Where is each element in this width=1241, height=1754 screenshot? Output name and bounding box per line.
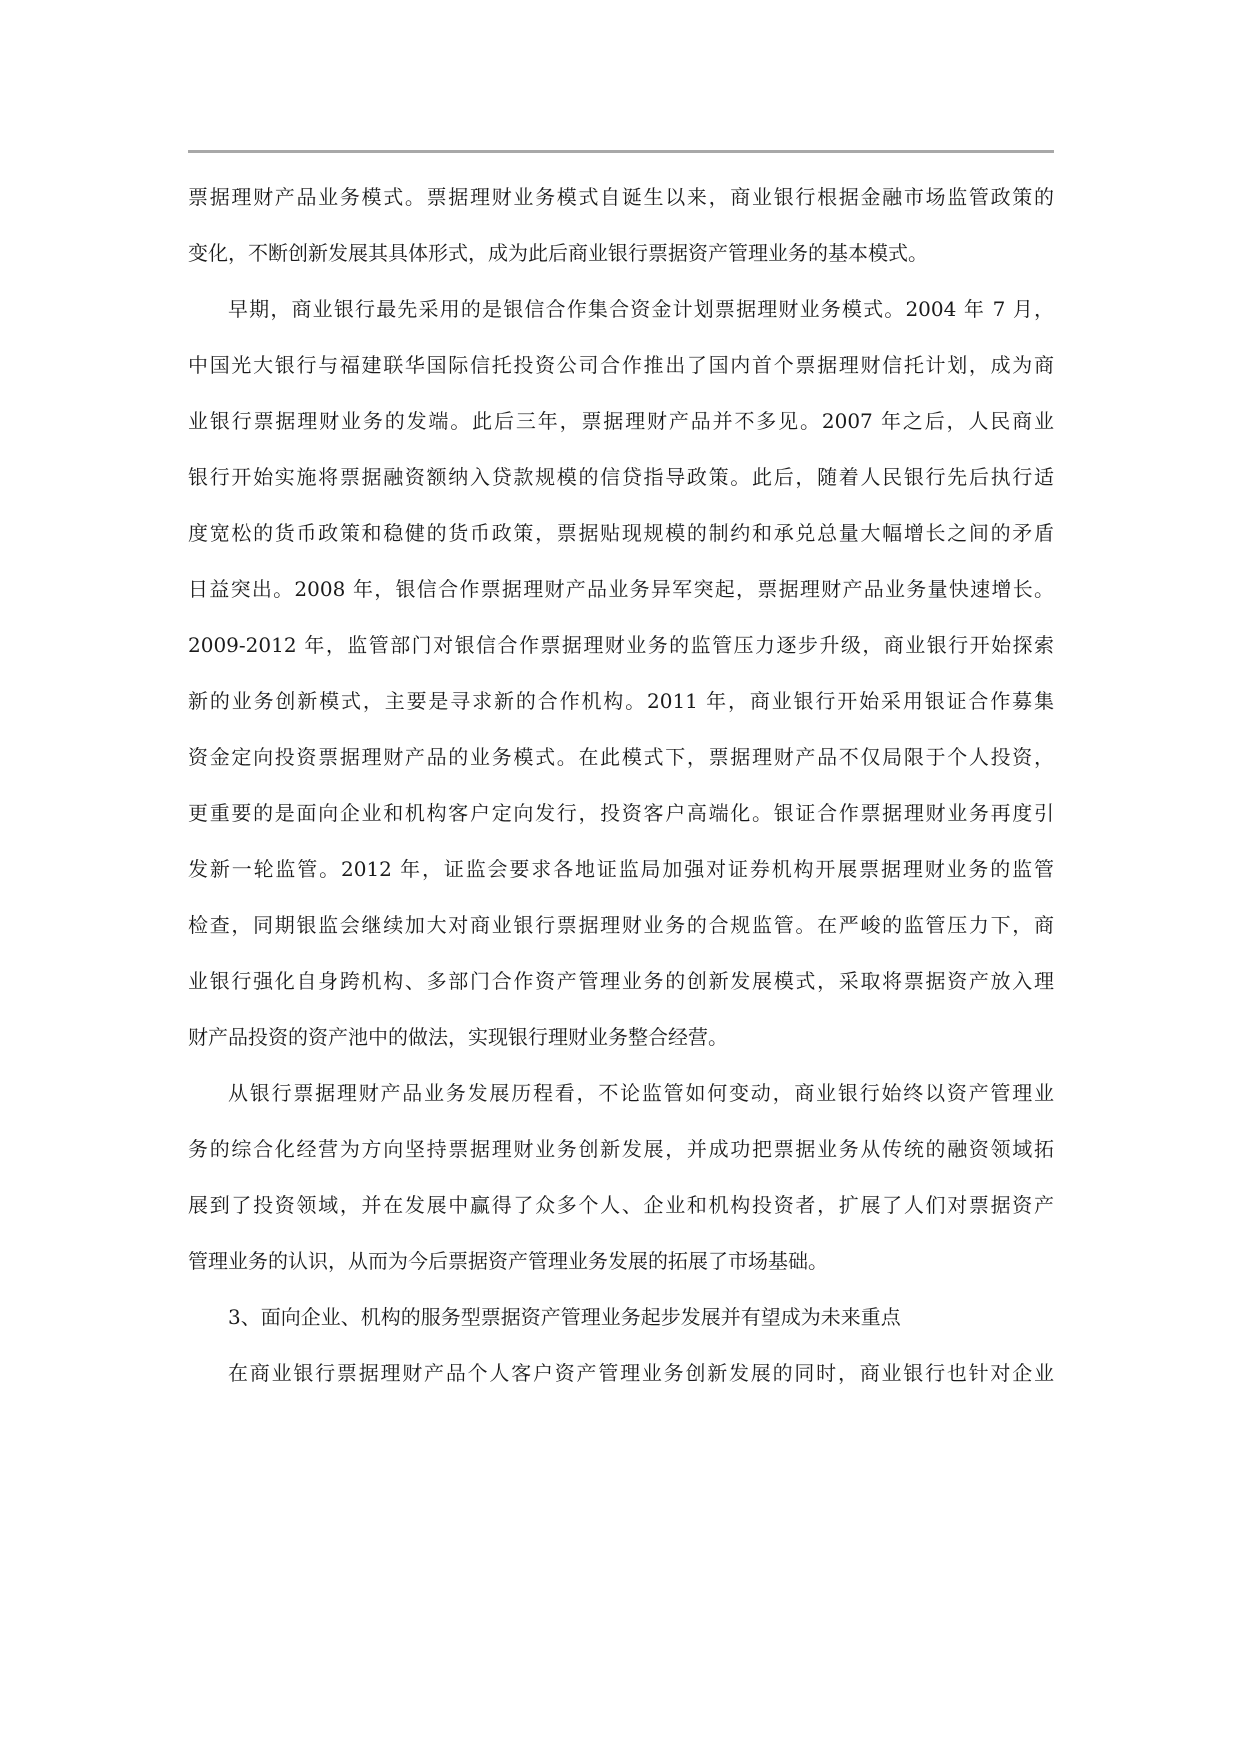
text-line: 变化，不断创新发展其具体形式，成为此后商业银行票据资产管理业务的基本模式。	[188, 241, 928, 265]
text-line: 日益突出。2008 年，银信合作票据理财产品业务异军突起，票据理财产品业务量快速增长。	[188, 577, 1054, 601]
text-line: 早期，商业银行最先采用的是银信合作集合资金计划票据理财业务模式。2004 年 7 月，	[228, 297, 1054, 321]
text-line: 票据理财产品业务模式。票据理财业务模式自诞生以来，商业银行根据金融市场监管政策的	[188, 185, 1054, 209]
text-line: 银行开始实施将票据融资额纳入贷款规模的信贷指导政策。此后，随着人民银行先后执行适	[188, 465, 1054, 489]
text-line: 业银行票据理财业务的发端。此后三年，票据理财产品并不多见。2007 年之后，人民商业	[188, 409, 1054, 433]
text-line: 财产品投资的资产池中的做法，实现银行理财业务整合经营。	[188, 1025, 728, 1049]
header-rule	[188, 150, 1054, 153]
text-line: 中国光大银行与福建联华国际信托投资公司合作推出了国内首个票据理财信托计划，成为商	[188, 353, 1054, 377]
text-line: 资金定向投资票据理财产品的业务模式。在此模式下，票据理财产品不仅局限于个人投资，	[188, 745, 1054, 769]
text-line: 2009-2012 年，监管部门对银信合作票据理财业务的监管压力逐步升级，商业银行开始探索	[188, 633, 1054, 657]
text-line: 发新一轮监管。2012 年，证监会要求各地证监局加强对证券机构开展票据理财业务的监管	[188, 857, 1054, 881]
text-line: 业银行强化自身跨机构、多部门合作资产管理业务的创新发展模式，采取将票据资产放入理	[188, 969, 1054, 993]
text-line: 更重要的是面向企业和机构客户定向发行，投资客户高端化。银证合作票据理财业务再度引	[188, 801, 1054, 825]
text-line: 务的综合化经营为方向坚持票据理财业务创新发展，并成功把票据业务从传统的融资领域拓	[188, 1137, 1054, 1161]
text-line: 管理业务的认识，从而为今后票据资产管理业务发展的拓展了市场基础。	[188, 1249, 828, 1273]
text-line: 3、面向企业、机构的服务型票据资产管理业务起步发展并有望成为未来重点	[228, 1305, 901, 1329]
body-text	[188, 169, 1054, 1401]
text-line: 展到了投资领域，并在发展中赢得了众多个人、企业和机构投资者，扩展了人们对票据资产	[188, 1193, 1054, 1217]
text-line: 新的业务创新模式，主要是寻求新的合作机构。2011 年，商业银行开始采用银证合作募集	[188, 689, 1054, 713]
text-line: 在商业银行票据理财产品个人客户资产管理业务创新发展的同时，商业银行也针对企业	[228, 1361, 1054, 1385]
text-line: 检查，同期银监会继续加大对商业银行票据理财业务的合规监管。在严峻的监管压力下，商	[188, 913, 1054, 937]
text-line: 度宽松的货币政策和稳健的货币政策，票据贴现规模的制约和承兑总量大幅增长之间的矛盾	[188, 521, 1054, 545]
text-line: 从银行票据理财产品业务发展历程看，不论监管如何变动，商业银行始终以资产管理业	[228, 1081, 1054, 1105]
